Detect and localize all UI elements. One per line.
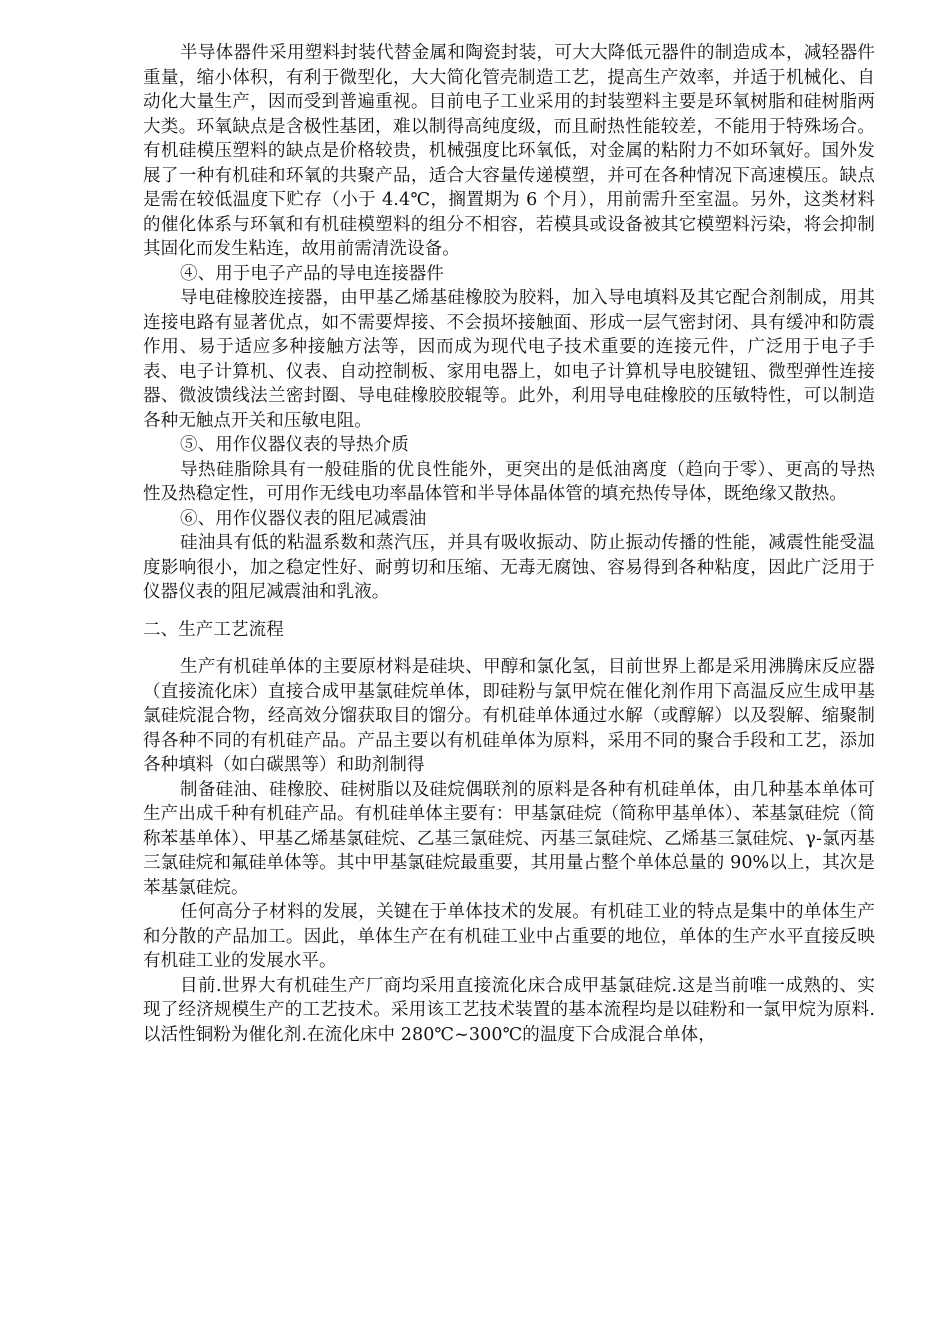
list-item-thermal-medium: ⑤、用作仪器仪表的导热介质 [180,435,409,455]
list-item-damping-oil: ⑥、用作仪器仪表的阻尼减震油 [180,508,427,529]
section-heading-process-flow: 二、生产工艺流程 [143,619,284,640]
paragraph-plastic-packaging: 半导体器件采用塑料封装代替金属和陶瓷封装，可大大降低元器件的制造成本，减轻器件重量，缩小体积，有利于微型化，大大简化管壳制造工艺，提高生产效率，并适于机械化、自动化大量生产，因而受到普遍重视。目前电子工业采用的封装塑料主要是环氧树脂和硅树脂两大类。环氧缺点是含极性基团，难以制得高纯度级，而且耐热性能较差，不能用于特殊场合。有机硅模压塑料的缺点是价格较贵，机械强度比环氧低，对金属的粘附力不如环氧好。国外发展了一种有机硅和环氧的共聚产品，适合大容量传递模塑，并可在各种情况下高速模压。缺点是需在较低温度下贮存（小于 4.4℃，搁置期为 6 个月），用前需升至室温。另外，这类材料的催化体系与环氧和有机硅模塑料的组分不相容，若模具或设备被其它模塑料污染，将会抑制其固化而发生粘连，故用前需清洗设备。 [143,43,875,259]
paragraph-conductive-rubber: 导电硅橡胶连接器，由甲基乙烯基硅橡胶为胶料，加入导电填料及其它配合剂制成，用其连接电路有显著优点，如不需要焊接、不会损坏接触面、形成一层气密封闭、具有缓冲和防震作用、易于适应多种接触方法等，因而成为现代电子技术重要的连接元件，广泛用于电子手表、电子计算机、仪表、自动控制板、家用电器上，如电子计算机导电胶键钮、微型弹性连接器、微波馈线法兰密封圈、导电硅橡胶胶辊等。此外，利用导电硅橡胶的压敏特性，可以制造各种无触点开关和压敏电阻。 [143,288,875,431]
list-item-conductive-connectors: ④、用于电子产品的导电连接器件 [180,263,444,284]
document-body [143,41,875,1047]
paragraph-silicone-oil: 硅油具有低的粘温系数和蒸汽压，并具有吸收振动、防止振动传播的性能，减震性能受温度影响很小，加之稳定性好、耐剪切和压缩、无毒无腐蚀、容易得到各种粘度，因此广泛用于仪器仪表的阻尼减震油和乳液。 [143,533,875,602]
paragraph-monomer-raw-materials: 生产有机硅单体的主要原材料是硅块、甲醇和氯化氢，目前世界上都是采用沸腾床反应器（直接流化床）直接合成甲基氯硅烷单体，即硅粉与氯甲烷在催化剂作用下高温反应生成甲基氯硅烷混合物，经高效分馏获取目的馏分。有机硅单体通过水解（或醇解）以及裂解、缩聚制得各种不同的有机硅产品。产品主要以有机硅单体为原料，采用不同的聚合手段和工艺，添加各种填料（如白碳黑等）和助剂制得 [143,657,875,775]
paragraph-fluidized-bed: 目前.世界大有机硅生产厂商均采用直接流化床合成甲基氯硅烷.这是当前唯一成熟的、实现了经济规模生产的工艺技术。采用该工艺技术装置的基本流程均是以硅粉和一氯甲烷为原料.以活性铜粉为催化剂.在流化床中 280℃~300℃的温度下合成混合单体， [143,975,875,1045]
paragraph-monomer-types: 制备硅油、硅橡胶、硅树脂以及硅烷偶联剂的原料是各种有机硅单体，由几种基本单体可生产出成千种有机硅产品。有机硅单体主要有：甲基氯硅烷（简称甲基单体）、苯基氯硅烷（简称苯基单体）、甲基乙烯基氯硅烷、乙基三氯硅烷、丙基三氯硅烷、乙烯基三氯硅烷、γ-氯丙基三氯硅烷和氟硅单体等。其中甲基氯硅烷最重要，其用量占整个单体总量的 90%以上，其次是苯基氯硅烷。 [143,779,875,898]
paragraph-monomer-technology: 任何高分子材料的发展，关键在于单体技术的发展。有机硅工业的特点是集中的单体生产和分散的产品加工。因此，单体生产在有机硅工业中占重要的地位，单体的生产水平直接反映有机硅工业的发展水平。 [143,902,875,971]
paragraph-thermal-grease: 导热硅脂除具有一般硅脂的优良性能外，更突出的是低油离度（趋向于零）、更高的导热性及热稳定性，可用作无线电功率晶体管和半导体晶体管的填充热传导体，既绝缘又散热。 [143,459,875,504]
